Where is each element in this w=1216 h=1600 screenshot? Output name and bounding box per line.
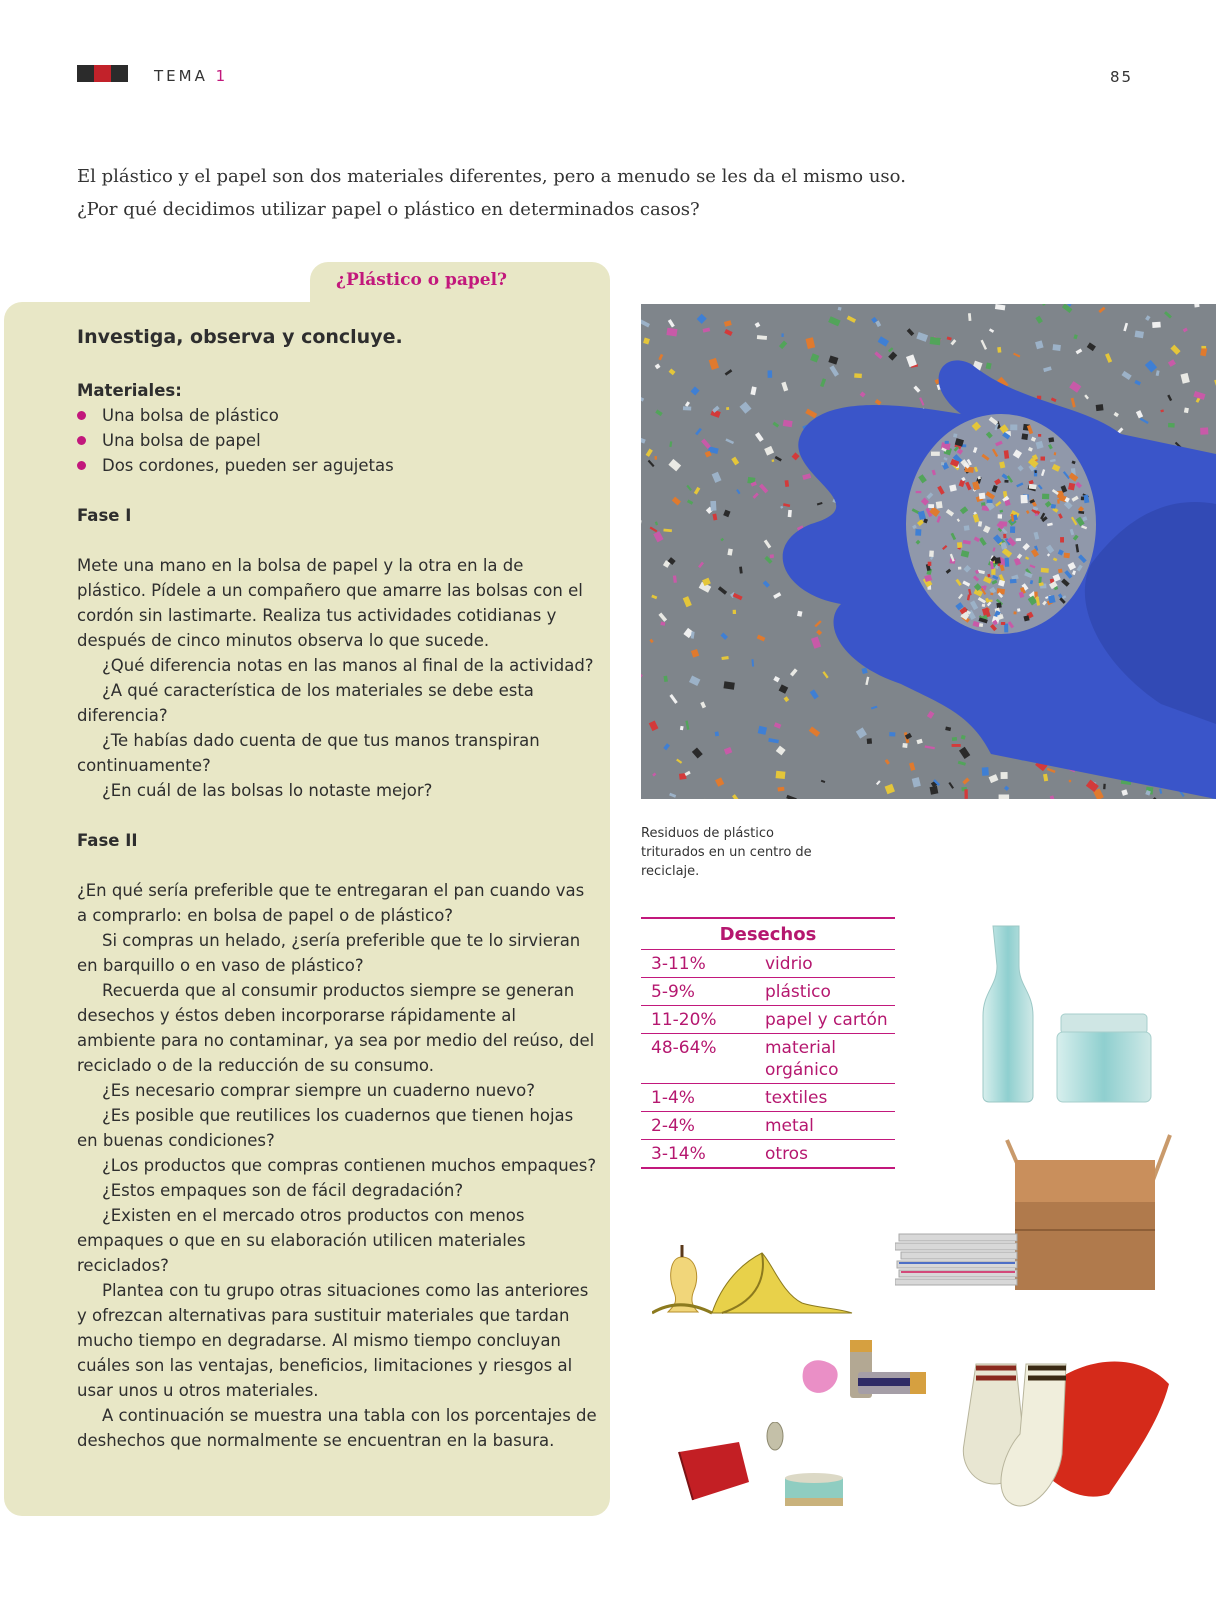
activity-title: ¿Plástico o papel? [336,270,507,290]
plastic-fragment [777,787,784,792]
plastic-fragment [768,370,773,377]
shredded-plastic-photo [641,304,1216,799]
plastic-fragment [710,501,716,511]
plastic-fragment [998,514,1002,518]
plastic-fragment [1016,538,1021,541]
plastic-fragment [733,610,736,614]
plastic-fragment [1096,404,1104,411]
activity-heading: Investiga, observa y concluye. [77,326,403,348]
photo-caption: Residuos de plástico triturados en un centro de reciclaje. [641,826,812,879]
plastic-fragment [979,623,983,627]
plastic-fragment [1010,526,1015,533]
phase-2-paragraph: Recuerda que al consumir productos siempre se generan desechos y éstos deben incorporarse rápidamente al ambiente para no contaminar, ya sea por medio del reúso, del reciclado o de la reducción de su consumo. [77,981,595,1075]
plastic-fragment [902,743,907,748]
page-number: 85 [1110,68,1134,86]
plastic-fragment [1029,484,1037,490]
intro-line-1: El plástico y el papel son dos materiales diferentes, pero a menudo se les da el mismo uso. [77,166,906,187]
plastic-fragment [931,452,940,456]
plastic-fragment [770,554,774,558]
plastic-fragment [952,744,961,747]
plastic-fragment [1103,784,1106,790]
table-row: 2-4% metal [641,1112,895,1140]
bullet-icon [77,411,86,420]
waste-table [641,917,895,1169]
plastic-fragment [1010,424,1017,430]
plastic-fragment [1200,427,1208,434]
plastic-fragment [964,466,973,472]
plastic-fragment [1039,577,1042,584]
glass-bottle-and-jar-icon [975,924,1155,1104]
plastic-fragment [666,328,677,337]
plastic-fragment [1040,456,1045,460]
plastic-fragment [776,771,786,779]
plastic-fragment [1001,622,1005,625]
list-item: Dos cordones, pueden ser agujetas [77,453,597,478]
plastic-fragment [1038,434,1041,437]
materials-list [77,403,597,478]
recycling-photo [641,304,1216,799]
plastic-fragment [952,737,957,741]
phase-2-question: ¿Existen en el mercado otros productos con menos empaques o que en su elaboración utilicen materiales reciclados? [77,1206,526,1275]
plastic-fragment [723,681,734,689]
plastic-fragment [788,510,792,517]
tema-label: TEMA [154,67,208,85]
plastic-fragment [930,786,939,795]
plastic-fragment [988,600,993,602]
phase-2-question: ¿Es necesario comprar siempre un cuaderno nuevo? [102,1081,536,1100]
table-title: Desechos [641,918,895,950]
plastic-fragment [1005,558,1010,567]
plastic-fragment [915,529,921,536]
table-row: 48-64% material orgánico [641,1034,895,1084]
phase-2-paragraph: Plantea con tu grupo otras situaciones como las anteriores y ofrezcan alternativas para sustituir materiales que tardan mucho tiempo en degradarse. Al mismo tiempo concluyan cuáles son las ventajas, beneficios, limitaciones y riesgos al usar unos u otros materiales. [77,1281,589,1400]
plastic-fragment [990,593,993,596]
plastic-fragment [715,731,719,736]
plastic-fragment [1001,772,1008,779]
phase-1-title: Fase I [77,506,132,525]
plastic-fragment [772,459,775,462]
plastic-fragment [683,406,691,410]
plastic-fragment [1054,452,1057,455]
plastic-fragment [958,567,961,570]
plastic-fragment [929,550,934,556]
plastic-fragment [964,525,970,531]
plastic-fragment [957,542,962,548]
plastic-fragment [781,333,783,337]
materials-title: Materiales: [77,381,182,400]
plastic-fragment [1057,499,1060,503]
plastic-fragment [726,407,729,410]
plastic-fragment [996,603,1001,609]
plastic-fragment [979,493,986,500]
bullet-icon [77,436,86,445]
table-row: 3-11% vidrio [641,950,895,978]
phase-1-question: ¿Qué diferencia notas en las manos al final de la actividad? [102,656,594,675]
plastic-fragment [1042,494,1049,500]
plastic-fragment [1014,611,1017,614]
plastic-fragment [991,568,995,574]
plastic-fragment [1021,433,1028,440]
header-color-blocks [77,65,128,82]
plastic-fragment [785,480,789,487]
plastic-fragment [1004,480,1008,483]
batteries-and-eraser-icon [800,1336,930,1406]
plastic-fragment [928,504,934,508]
section-title [154,67,228,85]
plastic-fragment [1048,437,1054,442]
plastic-fragment [916,491,922,493]
organic-waste-icon [652,1237,857,1317]
phase-2-paragraph: Si compras un helado, ¿sería preferible que te lo sirvieran en barquillo o en vaso de plástico? [77,931,581,975]
plastic-fragment [997,347,1001,353]
plastic-fragment [1069,780,1071,782]
plastic-fragment [953,433,957,437]
plastic-fragment [1020,495,1027,504]
phase-2-question: ¿Estos empaques son de fácil degradación? [102,1181,464,1200]
plastic-fragment [1041,568,1049,573]
intro-line-2: ¿Por qué decidimos utilizar papel o plástico en determinados casos? [77,199,700,220]
table-row: 3-14% otros [641,1140,895,1169]
plastic-fragment [936,501,943,508]
plastic-fragment [655,456,657,460]
phase-1-question: ¿En cuál de las bolsas lo notaste mejor? [102,781,433,800]
phase-2-question: ¿Es posible que reutilices los cuadernos que tienen hojas en buenas condiciones? [77,1106,574,1150]
plastic-fragment [930,337,941,345]
plastic-fragment [889,732,895,737]
plastic-fragment [1201,346,1206,349]
plastic-fragment [1152,322,1161,328]
plastic-fragment [1003,534,1006,538]
list-item: Una bolsa de plástico [77,403,597,428]
phase-1-paragraph: Mete una mano en la bolsa de papel y la otra en la de plástico. Pídele a un compañero que amarre las bolsas con el cordón sin lastimarte. Realiza tus actividades cotidianas y después de cinco minutos observa lo que sucede. [77,556,583,650]
plastic-fragment [1081,497,1084,501]
plastic-fragment [982,604,985,607]
plastic-fragment [1017,608,1020,612]
plastic-fragment [982,767,989,776]
plastic-fragment [1064,553,1070,559]
plastic-fragment [1010,579,1017,584]
header-block-3 [111,65,128,82]
plastic-fragment [1168,423,1175,428]
header-block-2 [94,65,111,82]
plastic-fragment [854,373,862,378]
phase-1-question: ¿Te habías dado cuenta de que tus manos transpiran continuamente? [77,731,540,775]
plastic-fragment [1068,483,1075,491]
table-row: 11-20% papel y cartón [641,1006,895,1034]
header-block-1 [77,65,94,82]
plastic-fragment [928,562,932,566]
metal-cans-icon [673,1422,848,1512]
activity-content [77,321,597,1453]
plastic-fragment [1060,537,1064,542]
plastic-fragment [941,462,944,465]
plastic-fragment [987,499,993,503]
intro-text [77,160,1057,226]
phase-2-question: ¿Los productos que compras contienen muchos empaques? [102,1156,597,1175]
phase-2-paragraph: A continuación se muestra una tabla con los porcentajes de deshechos que normalmente se encuentran en la basura. [77,1406,597,1450]
list-item: Una bolsa de papel [77,428,597,453]
plastic-fragment [999,795,1010,800]
plastic-fragment [945,441,949,444]
plastic-fragment [1135,330,1144,338]
phase-1-question: ¿A qué característica de los materiales se debe esta diferencia? [77,681,534,725]
textile-socks-and-cloth-icon [956,1344,1171,1524]
phase-2-paragraph: ¿En qué sería preferible que te entregaran el pan cuando vas a comprarlo: en bolsa de papel o de plástico? [77,881,585,925]
plastic-fragment [1058,569,1063,574]
plastic-fragment [867,738,872,744]
cardboard-box-and-newspapers-icon [895,1130,1175,1295]
plastic-fragment [1052,344,1060,351]
bullet-icon [77,461,86,470]
plastic-fragment [1194,304,1200,307]
table-row: 1-4% textiles [641,1084,895,1112]
plastic-fragment [964,789,967,799]
phase-2-title: Fase II [77,831,138,850]
tema-number: 1 [215,67,229,85]
plastic-fragment [1034,470,1037,473]
table-row: 5-9% plástico [641,978,895,1006]
